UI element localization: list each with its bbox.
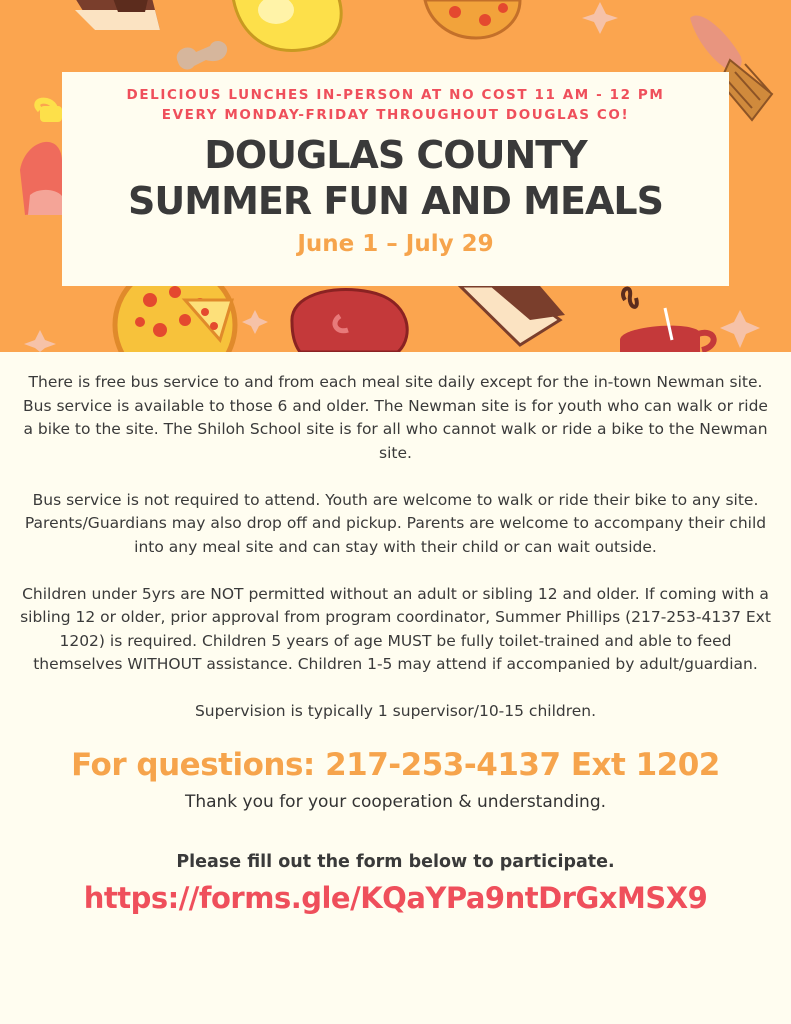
- attendance-paragraph: Bus service is not required to attend. Youth are welcome to walk or ride their bike to any site. Parents/Guardians may also drop off and pickup. Parents are welcome to accompany their child into any meal site and can stay with their child or can wait outside.: [24, 490, 767, 556]
- cake-slice-icon: [460, 286, 565, 345]
- program-dates: June 1 – July 29: [297, 231, 494, 257]
- cake-slice-icon: [70, 0, 160, 30]
- steak-icon: [292, 290, 407, 352]
- supervision-paragraph: Supervision is typically 1 supervisor/10-15 children.: [194, 702, 597, 720]
- coffee-mug-icon: [620, 288, 714, 352]
- teapot-icon: [20, 101, 62, 215]
- page-title-line-1: DOUGLAS COUNTY: [204, 133, 587, 177]
- form-link[interactable]: https://forms.gle/KQaYPa9ntDrGxMSX9: [83, 880, 708, 915]
- tagline-schedule: EVERY MONDAY-FRIDAY THROUGHOUT DOUGLAS CO!: [161, 107, 630, 123]
- questions-contact: For questions: 217-253-4137 Ext 1202: [71, 746, 720, 783]
- form-prompt: Please fill out the form below to participate.: [176, 851, 615, 872]
- age-requirements-paragraph: Children under 5yrs are NOT permitted without an adult or sibling 12 and older. If coming with a sibling 12 or older, prior approval from program coordinator, Summer Phillips (217-253-4137 Ext 1202) is required. Children 5 years of age MUST be fully toilet-trained and able to feed themselves WITHOUT assistance. Children 1-5 may attend if accompanied by adult/guardian.: [20, 584, 771, 673]
- title-card: [62, 72, 729, 286]
- page-title-line-2: SUMMER FUN AND MEALS: [128, 179, 663, 223]
- bone-icon: [177, 41, 227, 70]
- tagline-lunch-hours: DELICIOUS LUNCHES IN-PERSON AT NO COST 11 AM - 12 PM: [126, 87, 665, 103]
- thank-you-text: Thank you for your cooperation & understanding.: [184, 791, 607, 812]
- pizza-slice-icon: [425, 0, 520, 38]
- fried-egg-icon: [232, 0, 341, 50]
- flyer-body: [0, 352, 791, 917]
- bus-service-paragraph: There is free bus service to and from each meal site daily except for the in-town Newman site. Bus service is available to those 6 and older. The Newman site is for youth who can walk or ride a bike to the site. The Shiloh School site is for all who cannot walk or ride a bike to the Newman site.: [23, 373, 768, 462]
- header-banner: [0, 0, 791, 352]
